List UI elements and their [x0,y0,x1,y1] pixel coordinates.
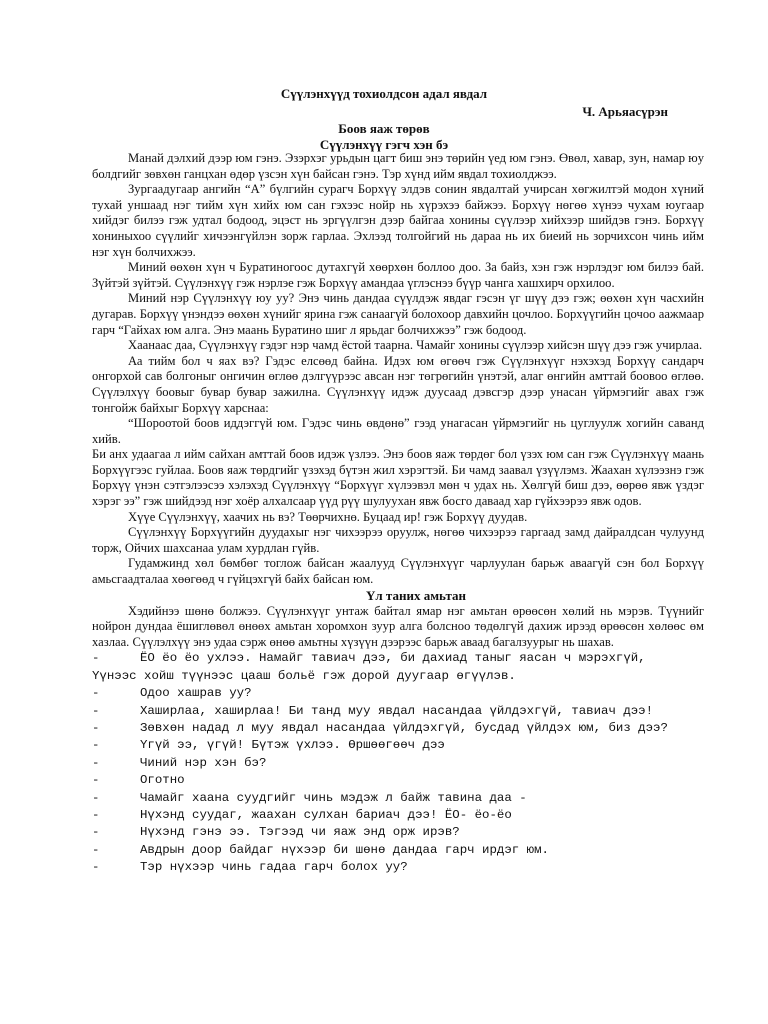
paragraph: Хаанаас даа, Сүүлэнхүү гэдэг нэр чамд ёстой таарна. Чамайг хонины сүүлээр хийсэн шүү дээ гэж учирлаа. [128,338,703,353]
dialog-line [92,824,704,841]
dialog-list [92,650,704,876]
dialog-text: Нүхэнд суудаг, жаахан сулхан бариач дээ! ЁО- ёо-ёо [140,808,512,823]
dialog-text: Үгүй ээ, үгүй! Бүтэж үхлээ. Өршөөгөөч дээ [140,738,445,753]
author-name: Ч. Арьяасүрэн [582,104,668,119]
dialog-dash: - [92,790,100,805]
dialog-line [92,859,704,876]
paragraph: Гудамжинд хөл бөмбөг тоглож байсан жаалууд Сүүлэнхүүг чарлуулан барьж аваагүй сэн бол Борхүү амьсгаадталаа хөөгөөд ч гүйцэхгүй байх байсан юм. [92,556,704,587]
dialog-text: Хаширлаа, хаширлаа! Би танд муу явдал насандаа үйлдэхгүй, тавиач дээ! [140,703,654,718]
paragraph: “Шороотой боов иддэггүй юм. Гэдэс чинь өвдөнө” гээд унагасан үйрмэгийг нь цуглуулж хогийн саванд хийв. [92,416,704,446]
dialog-dash: - [92,686,100,701]
dialog-line [92,720,704,737]
dialog-line [92,737,704,754]
section-heading-2: Үл таних амьтан [366,587,466,603]
dialog-dash: - [92,651,100,666]
paragraph: Миний нэр Сүүлэнхүү юу уу? Энэ чинь дандаа сүүлдэж явдаг гэсэн үг шүү дээ гэж; өөхөн хүн часхийн дугарав. Борхүү үнэндээ өөхөн хүнийг ярина гэж санаагүй болохоор давхийн цочлоо. Борхүүгийн цочоо аажмаар гарч “Гайхах юм алга. Энэ маань Буратино шиг л ярьдаг болчихжээ” гэж бодоод. [92,291,704,337]
subsection-heading: Сүүлэнхүү гэгч хэн бэ [319,137,449,152]
dialog-text: Оготно [140,773,185,788]
dialog-text: Чамайг хаана суудгийг чинь мэдэж л байж тавина даа - [140,790,527,805]
section-heading: Боов яаж төрөв [338,121,430,136]
dialog-dash: - [92,738,100,753]
paragraph: Миний өөхөн хүн ч Буратиногоос дутахгүй хөөрхөн боллоо доо. За байз, хэн гэж нэрлэдэг юм билээ бай. Зүйтэй зүйтэй. Сүүлэнхүү гэж нэрлэе гэж Борхүү амандаа үглэснээ бүүр чанга хашхирч орхилоо. [92,260,704,290]
paragraph: Зургаадугаар ангийн “А” бүлгийн сурагч Борхүү элдэв сонин явдалтай учирсан хөгжилтэй модон хүний тухай уншаад нэг тийм хүн хийх юм сан гэхээс нойр нь хүрэхээ байжээ. Борхүү нөгөө хүнээ чухам юугаар хийдэг билээ гэж удтал бодоод, эцэст нь эргүүлгэн дээр байгаа хонины сүүлээр хийхээр шийдэв гэнэ. Борхүү хониныхоо сүүлийг хичээнгүйлэн зорж гарлаа. Эхлээд толгойгий нь дараа нь их биеий нь зорчихсон чинь ийм нэг хүн болчихжээ. [92,182,704,259]
dialog-dash: - [92,773,100,788]
dialog-continuation: Үүнээс хойш түүнээс цааш больё гэж дорой дуугаар өгүүлэв. [92,668,516,683]
dialog-dash: - [92,721,100,736]
dialog-dash: - [92,755,100,770]
paragraph: Би анх удаагаа л ийм сайхан амттай боов идэж үзлээ. Энэ боов яаж төрдөг бол үзэх юм сан гэж Сүүлэнхүү маань Борхүүгээс гуйлаа. Боов яаж төрдгийг үзэхэд бүтэн жил хэрэгтэй. Би чамд заавал үзүүлэмз. Жаахан хүлээзнэ гэж Борхүү үнэн сэтгэлээсээ хэлэхэд Сүүлэнхүү “Борхүүг хүлээвэл мөн ч удах нь. Хөлгүй биш дээ, өөрөө явж үздэг хэрэг ээ” гэж шийдээд нэг хоёр алхалсаар үүд рүү шулуухан явж босго даваад хар гүйхээрээ явж одов. [92,447,704,509]
dialog-line [92,755,704,772]
dialog-text: ЁО ёо ёо ухлээ. Намайг тавиач дээ, би дахиад таныг яасан ч мэрэхгүй, [140,651,646,666]
dialog-text: Нүхэнд гэнэ ээ. Тэгээд чи яаж энд орж ирэв? [140,825,460,840]
dialog-line [92,790,704,807]
document-body [92,151,704,877]
dialog-line [92,807,704,824]
paragraph: Хүүе Сүүлэнхүү, хаачих нь вэ? Төөрчихнө. Буцаад ир! гэж Борхүү дуудав. [128,509,528,524]
dialog-dash: - [92,860,100,875]
paragraph: Аа тийм бол ч яах вэ? Гэдэс елсөөд байна. Идэх юм өгөөч гэж Сүүлэнхүүг нэхэхэд Борхүү сандарч онгорхой сав болгоныг онгичин өглөө дэлгүүрээс авсан нэг төгрөгийн үнэтэй, алаг өнгийн амттай боовоо өглөө. Сүүлэлхүү боовыг бувар бувар зажилна. Сүүлэнхүү идэж дуусаад дэвсгэр дээр унасан үйрмэгийг авах гэж тонгойж байхыг Борхүү харснаа: [92,353,704,415]
paragraph: Хэдийнээ шөнө болжээ. Сүүлэнхүүг унтаж байтал ямар нэг амьтан өрөөсөн хөлий нь мэрэв. Түүнийг нойрон дундаа ёшиглөвөл өнөөх амьтан хоромхон зуур алга болсноо төдөлгүй дахиж ирээд өрөөсөн хөлөөс өм хазлаа. Сүүлэлхүү энэ удаа сэрж өнөө амьтны хүзүүн дээрээс барьж аваад багалзуурыг нь шахав. [92,603,704,649]
dialog-line [92,685,704,702]
dialog-dash: - [92,825,100,840]
dialog-text: Тэр нүхээр чинь гадаа гарч болох уу? [140,860,408,875]
dialog-text: Чиний нэр хэн бэ? [140,755,267,770]
dialog-line [92,703,704,720]
dialog-text: Одоо хашрав уу? [140,686,252,701]
dialog-dash: - [92,808,100,823]
dialog-line [92,842,704,859]
dialog-dash: - [92,842,100,857]
dialog-line [92,772,704,789]
dialog-text: Зөвхөн надад л муу явдал насандаа үйлдэхгүй, бусдад үйлдэх юм, биз дээ? [140,721,668,736]
paragraph: Манай дэлхий дээр юм гэнэ. Эзэрхэг урьдын цагт биш энэ төрийн үед юм гэнэ. Өвөл, хавар, зун, намар юу болдгийг зөвхөн ганцхан өдөр үзсэн хүн байсан гэнэ. Тэр хүнд ийм явдал тохиолджээ. [92,151,704,181]
dialog-dash: - [92,703,100,718]
paragraph: Сүүлэнхүү Борхүүгийн дуудахыг нэг чихээрээ оруулж, нөгөө чихээрээ гаргаад замд дайралдсан чулуунд торж, Ойчих шахсанаа улам хурдлан гүйв. [92,525,704,555]
document-title: Сүүлэнхүүд тохиолдсон адал явдал [280,86,488,101]
dialog-text: Авдрын доор байдаг нүхээр би шөнө дандаа гарч ирдэг юм. [140,842,549,857]
dialog-line [92,650,704,667]
